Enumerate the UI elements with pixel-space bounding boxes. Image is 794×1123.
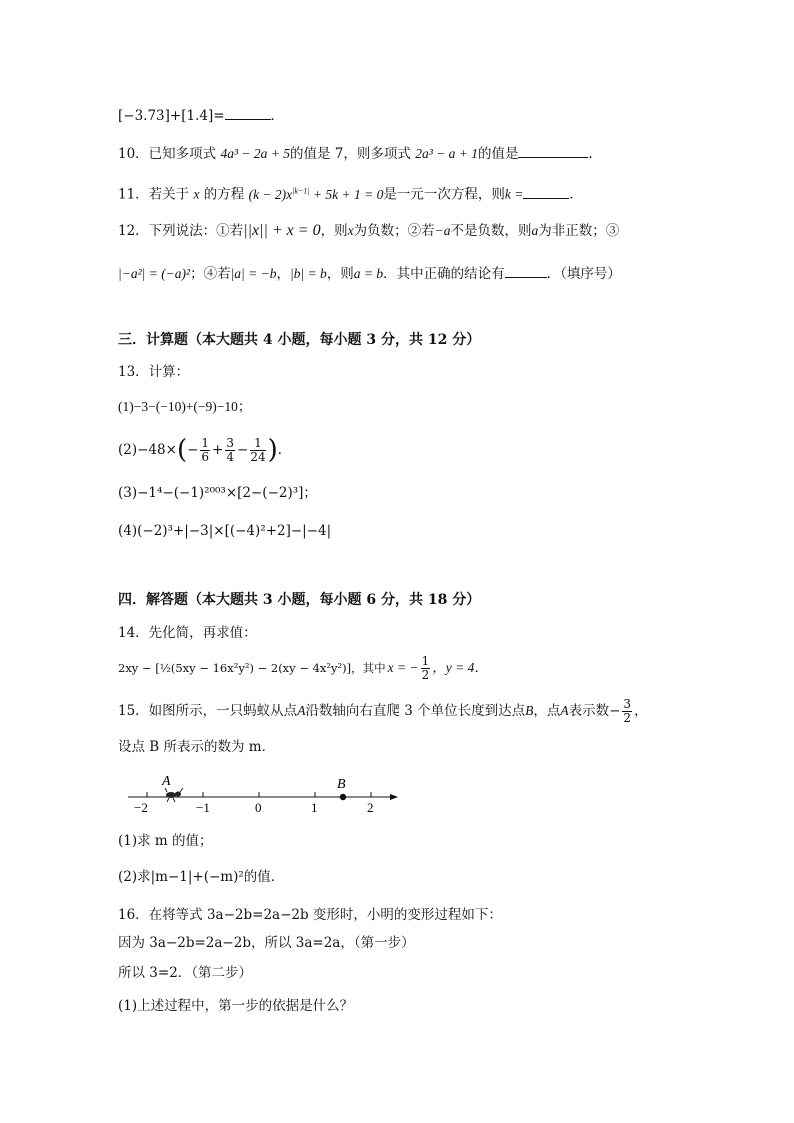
q13-part-4: (4)(−2)³+|−3|×[(−4)²+2]−|−4|: [118, 523, 332, 539]
q13-part-1: (1)−3−(−10)+(−9)−10；: [118, 399, 252, 414]
q15-text: 15．如图所示，一只蚂蚁从点: [118, 703, 298, 719]
tick-label-1: 1: [311, 800, 318, 815]
point-a-label: A: [162, 774, 171, 789]
tick-label-neg2: −2: [134, 800, 148, 815]
q12-cond-3: |−a²| = (−a)²: [118, 266, 191, 281]
q11-text: 11．若关于: [118, 186, 190, 203]
q10-text-2: 的值是 7，则多项式: [290, 146, 411, 162]
q12-text-9: ．其中正确的结论有: [383, 266, 505, 282]
q12-cond-1: ||x|| + x = 0: [243, 222, 321, 239]
question-16: 16．在将等式 3a−2b=2a−2b 变形时，小明的变形过程如下：: [118, 907, 502, 923]
q12-text-7: ，: [276, 266, 290, 282]
question-13: 13．计算：: [118, 364, 190, 380]
q12-text-4: 不是负数，则: [450, 223, 532, 239]
q15-text-3: ，点: [533, 703, 561, 719]
paren-close: ): [267, 435, 278, 465]
question-14: 14．先化简，再求值：: [118, 625, 257, 641]
paren-open: (: [176, 435, 188, 465]
question-10: [118, 144, 602, 163]
question-15-line-1: 15．如图所示，一只蚂蚁从点 A 沿数轴向右直爬 3 个单位长度到达点 B ，点 A 表示数 − $\frac{3}{2}$ ，: [118, 696, 648, 725]
q11-text-2: 的方程: [203, 186, 245, 203]
q15-part-2: (2)求|m−1|+(−m)²的值．: [118, 869, 285, 885]
q16-part-1: (1)上述过程中，第一步的依据是什么？: [118, 998, 354, 1014]
q14-expr-text: 2xy − [½(5xy − 16x²y²) − 2(xy − 4x²y²)]，其中: [118, 661, 386, 675]
q14-cond-x: x = −: [387, 660, 419, 675]
q12-text-8: ，则: [326, 266, 354, 282]
point-b-label: B: [337, 777, 346, 792]
q16-step-1: 因为 3a−2b=2a−2b，所以 3a=2a，（第一步）: [118, 935, 415, 951]
q10-period: ．: [588, 146, 602, 162]
q15-point-a-2: A: [560, 703, 569, 718]
bracket-expression: [−3.73]+[1.4]=: [118, 108, 225, 124]
tick-label-0: 0: [255, 800, 262, 815]
tick-label-2: 2: [367, 800, 374, 815]
prev-question-tail: [−3.73]+[1.4]= ．: [118, 108, 285, 124]
q12-text: 12．下列说法：①若: [118, 223, 244, 239]
answer-blank: [523, 185, 569, 199]
answer-blank: [518, 144, 588, 158]
q10-polynomial-1: 4a³ − 2a + 5: [220, 146, 291, 161]
q15-part-1: (1)求 m 的值；: [118, 833, 213, 849]
question-11: [118, 182, 583, 204]
q10-polynomial-2: 2a³ − a + 1: [415, 146, 478, 161]
q12-text-6: ；④若: [190, 266, 231, 282]
q13-part-2-prefix: (2)−48×: [118, 442, 177, 458]
number-line: [118, 770, 408, 818]
q13-part-2-terms: − $\frac{1}{6}$ + $\frac{3}{4}$ − $\frac{1}{24}$: [187, 435, 266, 464]
q15-point-b: B: [525, 703, 534, 718]
point-b-dot: [340, 794, 346, 800]
q12-cond-4a: |a| = −b: [230, 266, 277, 281]
tick-label-neg1: −1: [196, 800, 210, 815]
q11-var-x: x: [193, 186, 200, 202]
q11-period: ．: [569, 186, 583, 203]
q14-cond-y: ，y = 4．: [432, 660, 488, 675]
q13-part-3: (3)−1⁴−(−1)²⁰⁰³×[2−(−2)³]；: [118, 485, 317, 501]
question-15-line-2: 设点 B 所表示的数为 m．: [118, 739, 276, 755]
q12-text-2: ，则: [320, 223, 348, 239]
q16-step-2: 所以 3=2．（第二步）: [118, 965, 253, 981]
q12-text-10: ．（填序号）: [546, 266, 621, 282]
question-12-line-2: [118, 264, 621, 283]
q12-var-x: x: [347, 223, 354, 238]
q14-expression: 2xy − [½(5xy − 16x²y²) − 2(xy − 4x²y²)]，其中 x = − $\frac{1}{2}$ ，y = 4．: [118, 653, 488, 682]
ant-icon: [165, 788, 183, 802]
q12-text-5: 为非正数；③: [538, 223, 620, 239]
number-line-arrow: [390, 794, 398, 800]
q12-cond-4b: |b| = b: [290, 266, 327, 281]
q11-var-k: k =: [504, 186, 524, 202]
q12-cond-4c: a = b: [353, 266, 384, 281]
q12-text-3: 为负数；②若: [353, 223, 435, 239]
q15-comma: ，: [634, 703, 648, 719]
q15-text-4: 表示数: [568, 703, 610, 719]
q15-text-2: 沿数轴向右直爬 3 个单位长度到达点: [305, 703, 526, 719]
q11-equation: $(k - 2)x^{|k-1|} + 5k + 1 = 0$: [248, 186, 384, 202]
q10-text-3: 的值是: [477, 146, 519, 162]
q12-var-a: a: [531, 223, 539, 238]
section-4-heading: 四．解答题（本大题共 3 小题，每小题 6 分，共 18 分）: [118, 592, 481, 608]
answer-blank: [225, 106, 271, 120]
q11-text-3: 是一元一次方程，则: [383, 186, 505, 203]
q10-text: 10．已知多项式: [118, 146, 217, 162]
answer-blank: [505, 264, 547, 278]
q15-point-a: A: [297, 703, 306, 718]
question-12-line-1: [118, 222, 619, 240]
section-3-heading: 三．计算题（本大题共 4 小题，每小题 3 分，共 12 分）: [118, 332, 481, 348]
q13-part-2: (2)−48× ( − $\frac{1}{6}$ + $\frac{3}{4}$ − $\frac{1}{24}$ ) ．: [118, 435, 292, 465]
q12-neg-a: −a: [434, 223, 451, 238]
